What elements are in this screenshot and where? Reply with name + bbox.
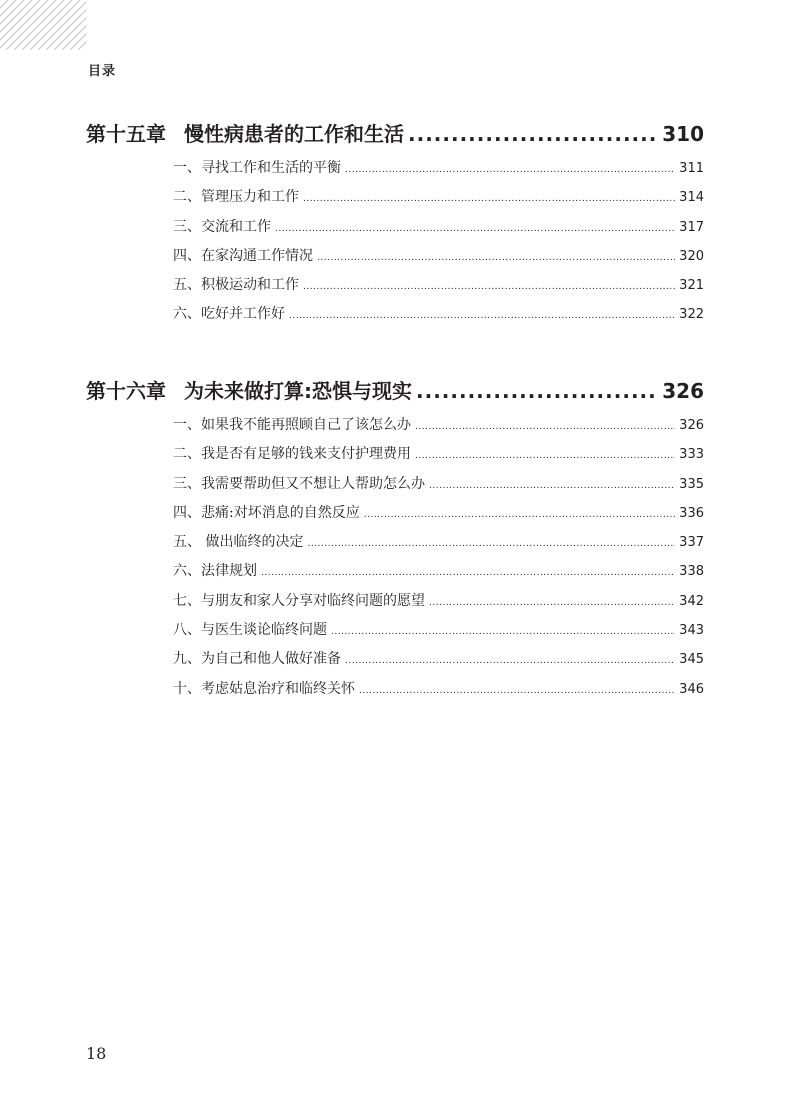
entry-title: 四、悲痛:对坏消息的自然反应 (173, 504, 360, 521)
toc-entry[interactable] (173, 242, 704, 271)
entry-page-number: 342 (679, 593, 704, 609)
dot-leader (303, 185, 675, 214)
entry-title: 三、我需要帮助但又不想让人帮助怎么办 (173, 475, 425, 492)
toc-entry[interactable] (173, 440, 704, 469)
dot-leader (415, 442, 675, 471)
toc-entry[interactable] (173, 154, 704, 183)
entry-title: 三、交流和工作 (173, 218, 271, 235)
entry-page-number: 333 (679, 447, 704, 463)
entry-page-number: 321 (679, 278, 704, 294)
running-header: 目录 (88, 64, 117, 79)
entry-page-number: 320 (679, 248, 704, 264)
dot-leader (359, 677, 675, 706)
entry-page-number: 326 (679, 418, 704, 433)
chapter-heading[interactable] (86, 118, 704, 150)
dot-leader (416, 375, 658, 407)
entry-title: 十、考虑姑息治疗和临终关怀 (173, 680, 355, 697)
entry-page-number: 345 (679, 652, 704, 668)
dot-leader (429, 472, 675, 501)
toc-entry[interactable] (173, 675, 704, 704)
entry-title: 一、如果我不能再照顾自己了该怎么办 (173, 417, 411, 433)
toc-entry[interactable] (173, 271, 704, 300)
entry-title: 六、法律规划 (173, 563, 257, 580)
dot-leader (307, 530, 675, 559)
chapter-number: 第十六章 (86, 379, 166, 403)
dot-leader (345, 647, 675, 676)
dot-leader (289, 302, 675, 331)
toc-chapter (86, 118, 704, 330)
entry-page-number: 343 (679, 623, 704, 639)
entry-page-number: 337 (679, 535, 704, 551)
page-number: 18 (86, 1044, 107, 1063)
toc-entry[interactable] (173, 411, 704, 440)
chapter-title: 慢性病患者的工作和生活 (184, 122, 404, 146)
chapter-page-number: 326 (662, 379, 704, 403)
toc-entry[interactable] (173, 470, 704, 499)
toc-entry[interactable] (173, 499, 704, 528)
toc-entry[interactable] (173, 645, 704, 674)
dot-leader (408, 118, 658, 150)
toc-entry[interactable] (173, 616, 704, 645)
entry-page-number: 311 (679, 161, 704, 176)
entry-title: 五、 做出临终的决定 (173, 534, 304, 551)
entry-title: 五、积极运动和工作 (173, 277, 299, 294)
dot-leader (261, 559, 675, 588)
entry-page-number: 336 (679, 505, 704, 521)
dot-leader (317, 244, 675, 273)
entry-page-number: 346 (679, 681, 704, 697)
chapter-page-number: 310 (662, 122, 704, 146)
entry-title: 九、为自己和他人做好准备 (173, 651, 341, 668)
dot-leader (345, 156, 675, 185)
entry-page-number: 317 (679, 219, 704, 235)
entry-title: 八、与医生谈论临终问题 (173, 622, 327, 639)
toc-entry[interactable] (173, 528, 704, 557)
dot-leader (331, 618, 675, 647)
chapter-number: 第十五章 (86, 122, 166, 146)
dot-leader (275, 215, 675, 244)
entry-title: 二、我是否有足够的钱来支付护理费用 (173, 446, 411, 463)
section-list (173, 154, 704, 330)
entry-page-number: 335 (679, 476, 704, 492)
toc-entry[interactable] (173, 183, 704, 212)
dot-leader (415, 413, 675, 442)
entry-title: 一、寻找工作和生活的平衡 (173, 160, 341, 176)
entry-title: 二、管理压力和工作 (173, 189, 299, 206)
corner-hatch-decoration (0, 0, 86, 50)
dot-leader (429, 589, 675, 618)
toc-entry[interactable] (173, 587, 704, 616)
entry-title: 四、在家沟通工作情况 (173, 247, 313, 264)
toc-entry[interactable] (173, 213, 704, 242)
section-list (173, 411, 704, 704)
entry-page-number: 314 (679, 190, 704, 206)
chapter-heading[interactable] (86, 375, 704, 407)
dot-leader (364, 501, 675, 530)
entry-page-number: 322 (679, 307, 704, 323)
entry-title: 六、吃好并工作好 (173, 306, 285, 323)
chapter-title: 为未来做打算:恐惧与现实 (184, 379, 412, 403)
entry-page-number: 338 (679, 564, 704, 580)
toc-entry[interactable] (173, 300, 704, 329)
toc-entry[interactable] (173, 557, 704, 586)
entry-title: 七、与朋友和家人分享对临终问题的愿望 (173, 592, 425, 609)
dot-leader (303, 273, 675, 302)
toc-chapter (86, 375, 704, 704)
